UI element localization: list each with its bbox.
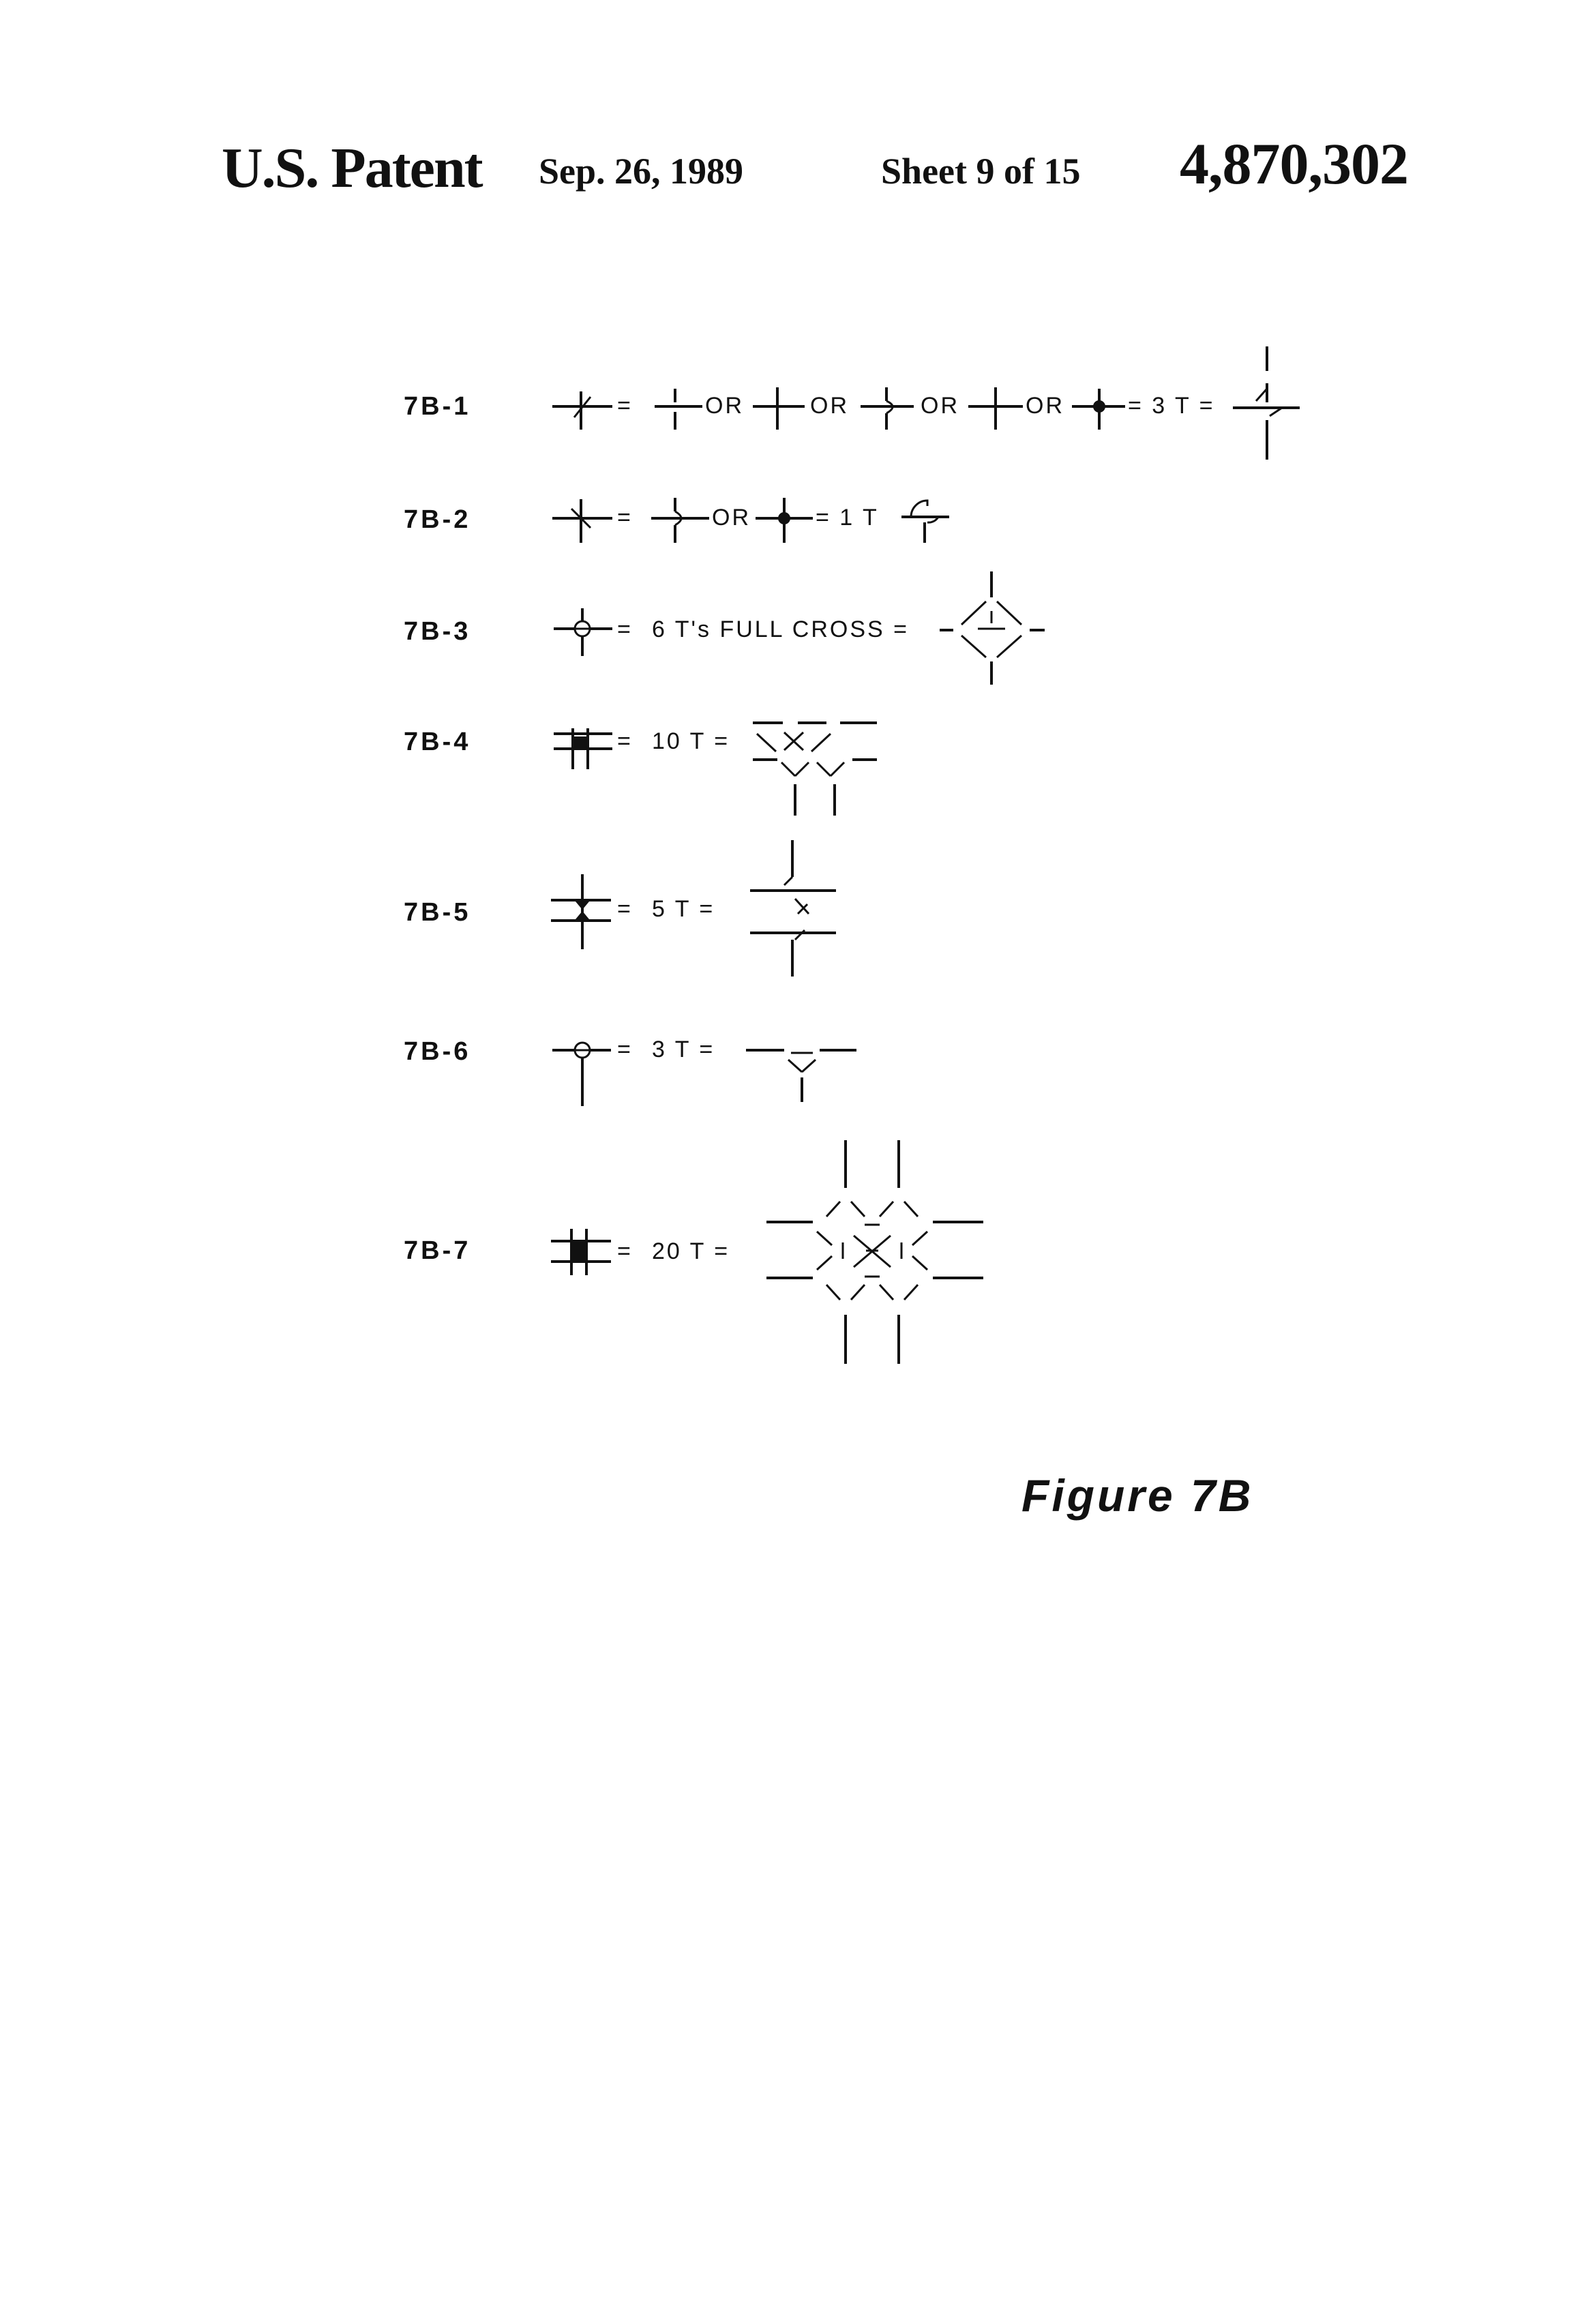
row-label: 7B-3 (404, 617, 471, 646)
junction-symbol-double-square (551, 1229, 611, 1275)
equals-sign: = (617, 1037, 633, 1062)
row-7b-1 (404, 346, 1300, 460)
equivalent-text: = 3 T = (1128, 393, 1215, 419)
or-text: OR (921, 393, 959, 419)
equals-sign: = (617, 393, 633, 419)
junction-symbol-option-d (968, 387, 1023, 430)
transistor-equivalent-20t (766, 1140, 983, 1364)
transistor-equivalent-3t (1233, 346, 1300, 460)
header-sheet-number: Sheet 9 of 15 (881, 151, 1081, 192)
row-label: 7B-5 (404, 898, 471, 927)
junction-symbol-dot (756, 498, 813, 543)
row-7b-5 (404, 840, 836, 977)
equivalent-text: 6 T's FULL CROSS = (652, 616, 909, 642)
row-label: 7B-6 (404, 1037, 471, 1066)
equivalent-text: 20 T = (652, 1238, 730, 1264)
row-label: 7B-7 (404, 1236, 471, 1265)
junction-symbol-double-filled (554, 728, 612, 769)
row-label: 7B-1 (404, 392, 471, 421)
junction-symbol-option-c (861, 387, 914, 430)
junction-symbol-option-a (655, 389, 702, 430)
figure-caption: Figure 7B (1021, 1470, 1254, 1521)
junction-symbol-crossed (552, 391, 612, 430)
row-7b-7 (404, 1140, 983, 1364)
header-patent-number: 4,870,302 (1180, 131, 1408, 196)
equivalent-text: 5 T = (652, 896, 715, 922)
junction-symbol-option-b (753, 387, 805, 430)
or-text: OR (705, 393, 744, 419)
junction-symbol-double-bowtie (551, 874, 611, 949)
or-text: OR (1026, 393, 1064, 419)
transistor-equivalent-10t (753, 723, 877, 816)
row-7b-2 (404, 498, 949, 543)
equals-sign: = (617, 896, 633, 922)
transistor-equivalent-1t (901, 501, 949, 543)
or-text: OR (810, 393, 849, 419)
junction-symbol-circle-tee (552, 1043, 611, 1106)
equivalent-text: 3 T = (652, 1037, 715, 1062)
row-7b-6 (404, 1037, 856, 1106)
equivalent-text: 10 T = (652, 728, 730, 754)
junction-symbol-crossed (552, 499, 612, 543)
equals-sign: = (617, 616, 633, 642)
row-7b-4 (404, 723, 877, 816)
equals-sign: = (617, 505, 633, 531)
junction-symbol-option-a (651, 498, 709, 543)
row-label: 7B-4 (404, 728, 471, 756)
header-date: Sep. 26, 1989 (539, 151, 744, 192)
equivalent-text: = 1 T (816, 505, 879, 531)
junction-symbol-dot (1072, 389, 1125, 430)
equals-sign: = (617, 728, 633, 754)
or-text: OR (712, 505, 751, 531)
header-patent-label: U.S. Patent (222, 136, 482, 200)
transistor-equivalent-3t-tee (746, 1050, 856, 1102)
transistor-equivalent-6t-full-cross (940, 571, 1045, 685)
junction-symbol-circle (554, 608, 612, 656)
row-label: 7B-2 (404, 505, 471, 534)
equals-sign: = (617, 1238, 633, 1264)
row-7b-3 (404, 571, 1045, 685)
transistor-equivalent-5t (750, 840, 836, 977)
